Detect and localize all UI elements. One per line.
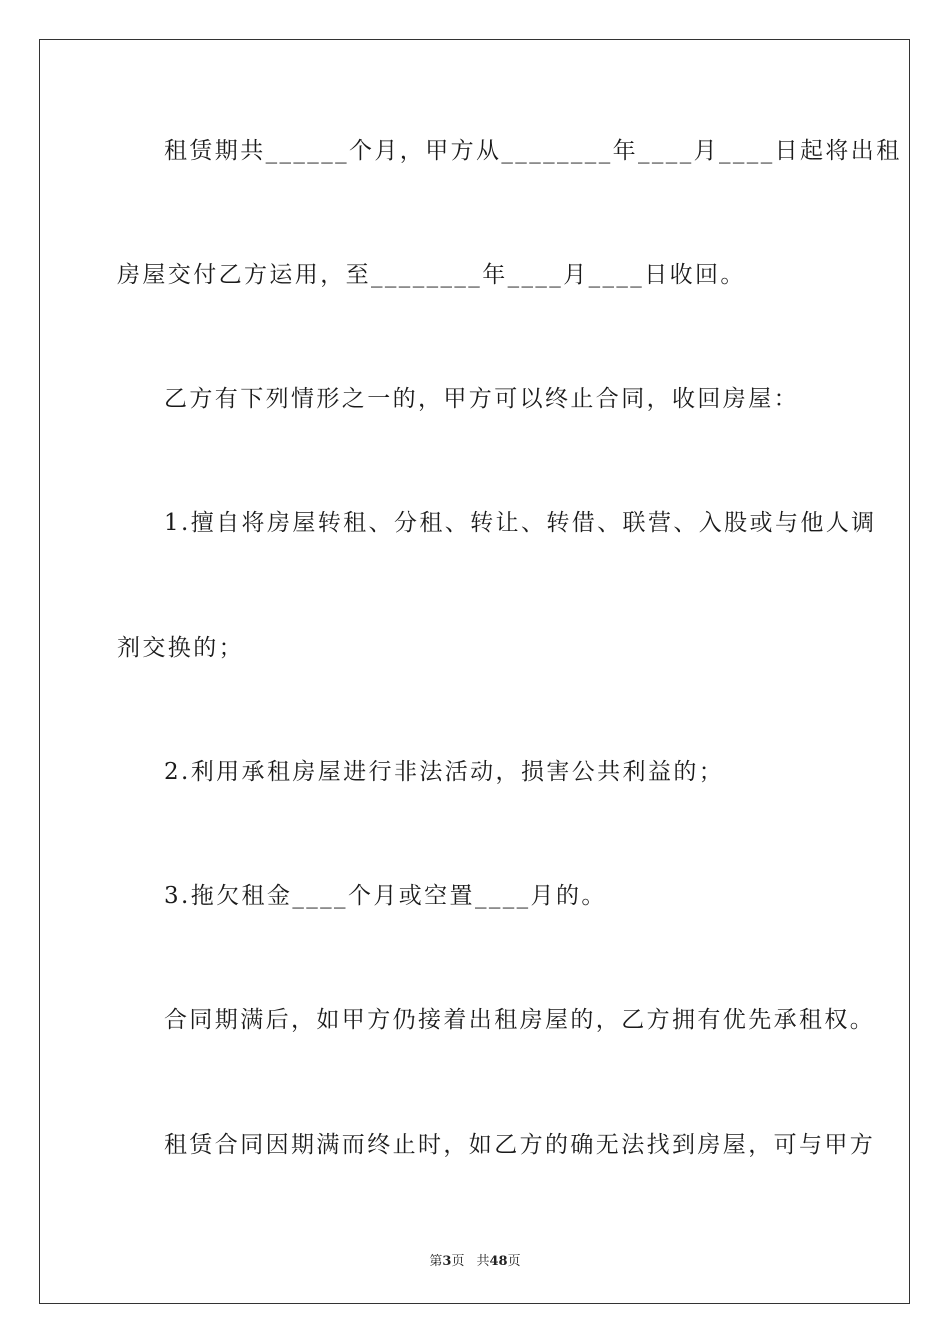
footer-total-prefix: 共 — [476, 1254, 490, 1269]
paragraph-line-2: 房屋交付乙方运用，至________年____月____日收回。 — [117, 262, 746, 288]
paragraph-line-7: 3.拖欠租金____个月或空置____月的。 — [164, 883, 607, 909]
footer-page-number: 3 — [442, 1254, 452, 1269]
footer-page-suffix: 页 — [451, 1254, 465, 1269]
paragraph-line-8: 合同期满后，如甲方仍接着出租房屋的，乙方拥有优先承租权。 — [164, 1007, 876, 1033]
footer-total-pages: 48 — [489, 1254, 508, 1269]
paragraph-line-9: 租赁合同因期满而终止时，如乙方的确无法找到房屋，可与甲方 — [164, 1132, 876, 1158]
paragraph-line-1: 租赁期共______个月，甲方从________年____月____日起将出租 — [164, 138, 902, 164]
paragraph-line-6: 2.利用承租房屋进行非法活动，损害公共利益的； — [164, 759, 725, 785]
page-border — [39, 39, 910, 1304]
paragraph-line-4: 1.擅自将房屋转租、分租、转让、转借、联营、入股或与他人调 — [164, 510, 877, 536]
footer-total-suffix: 页 — [507, 1254, 521, 1269]
paragraph-line-3: 乙方有下列情形之一的，甲方可以终止合同，收回房屋： — [164, 386, 799, 412]
paragraph-line-5: 剂交换的； — [117, 635, 244, 661]
footer-page-prefix: 第 — [429, 1254, 443, 1269]
page-footer — [0, 1250, 950, 1269]
